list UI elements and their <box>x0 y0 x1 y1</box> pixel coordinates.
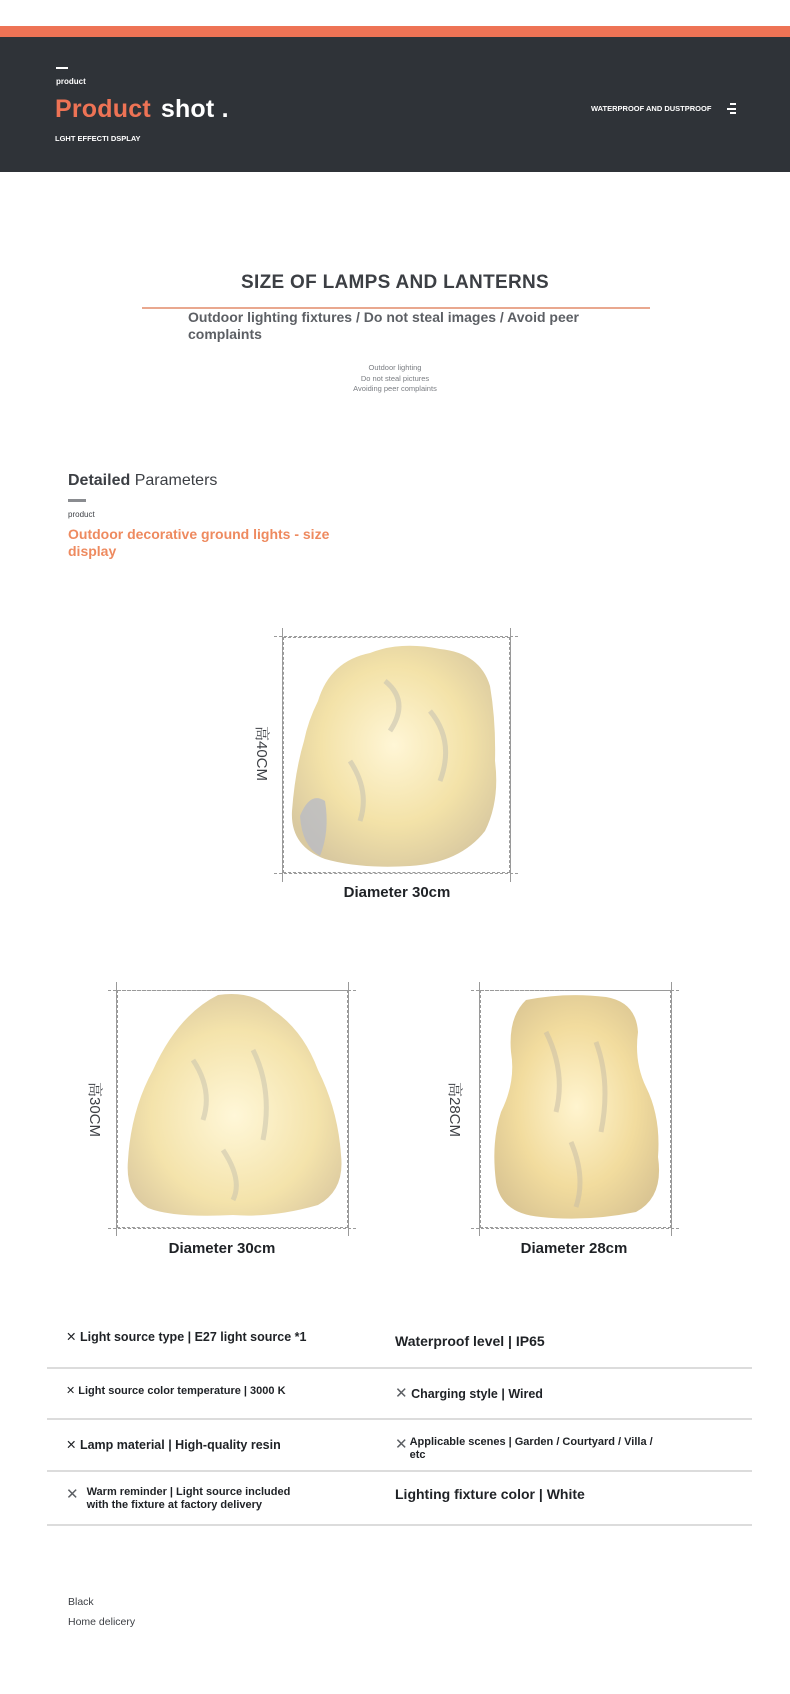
rock-lamp-image-1 <box>290 641 502 871</box>
close-x-icon: ✕ <box>66 1486 79 1503</box>
header-right-label: WATERPROOF AND DUSTPROOF <box>591 104 712 113</box>
spec-row-divider <box>47 1367 752 1369</box>
details-orange-title: Outdoor decorative ground lights - size display <box>68 526 330 559</box>
details-title-bold: Detailed <box>68 472 131 489</box>
spec-row-4-left <box>66 1486 306 1512</box>
spec-row-2-right <box>395 1387 543 1401</box>
spec-row-1-right: Waterproof level | IP65 <box>395 1333 545 1349</box>
product-2-diameter: Diameter 30cm <box>168 1240 276 1257</box>
product-1-diameter: Diameter 30cm <box>343 884 451 901</box>
close-x-icon: ✕ <box>66 1330 77 1344</box>
spec-row-3-right <box>395 1436 655 1462</box>
header-title <box>55 95 229 124</box>
spec-row-divider <box>47 1418 752 1420</box>
spec-left-text: Light source type | E27 light source *1 <box>79 1330 307 1344</box>
size-section-small-text <box>0 363 790 395</box>
header-dash <box>56 67 68 69</box>
header-title-orange: Product <box>55 95 151 123</box>
spec-row-divider <box>47 1470 752 1472</box>
footer-line-1: Black <box>68 1596 94 1608</box>
spec-row-1-left <box>66 1330 316 1344</box>
details-title-rest: Parameters <box>134 472 218 489</box>
close-x-icon: ✕ <box>66 1438 77 1452</box>
spec-right-text: Charging style | Wired <box>411 1387 543 1401</box>
close-x-icon: ✕ <box>395 1385 408 1402</box>
spec-row-4-right: Lighting fixture color | White <box>395 1486 585 1502</box>
header-small-label: product <box>56 77 86 86</box>
small-line: Outdoor lighting <box>368 363 422 372</box>
menu-icon[interactable] <box>724 103 736 114</box>
spec-left-text: Light source color temperature | 3000 K <box>78 1385 286 1397</box>
header-subtitle: LGHT EFFECTI DSPLAY <box>55 134 141 143</box>
top-accent-bar <box>0 26 790 37</box>
size-section-title: SIZE OF LAMPS AND LANTERNS <box>241 272 549 293</box>
rock-lamp-image-3 <box>486 992 666 1222</box>
product-2-height: 高30CM <box>86 1082 103 1138</box>
header-title-white: shot . <box>160 95 229 123</box>
small-line: Do not steal pictures <box>360 373 430 383</box>
details-title <box>68 472 217 490</box>
details-divider <box>68 499 86 502</box>
product-1-height: 高40CM <box>253 726 270 782</box>
product-3-diameter: Diameter 28cm <box>520 1240 628 1257</box>
spec-left-text: Lamp material | High-quality resin <box>79 1438 281 1452</box>
close-x-icon: ✕ <box>395 1436 408 1453</box>
size-section-subtitle: Outdoor lighting fixtures / Do not steal images / Avoid peer complaints <box>188 309 580 342</box>
spec-left-text: Warm reminder | Light source included with the fixture at factory delivery <box>86 1486 291 1511</box>
rock-lamp-image-2 <box>123 990 345 1220</box>
small-line: Avoiding peer complaints <box>353 384 437 393</box>
spec-row-divider <box>47 1524 752 1526</box>
spec-row-3-left <box>66 1438 366 1452</box>
close-x-icon: ✕ <box>66 1385 76 1397</box>
spec-row-2-left <box>66 1385 321 1398</box>
spec-right-text: Applicable scenes | Garden / Courtyard / Villa / etc <box>409 1436 653 1461</box>
details-small-label: product <box>68 510 95 519</box>
footer-line-2: Home delicery <box>68 1616 136 1628</box>
product-3-height: 高28CM <box>446 1082 463 1138</box>
